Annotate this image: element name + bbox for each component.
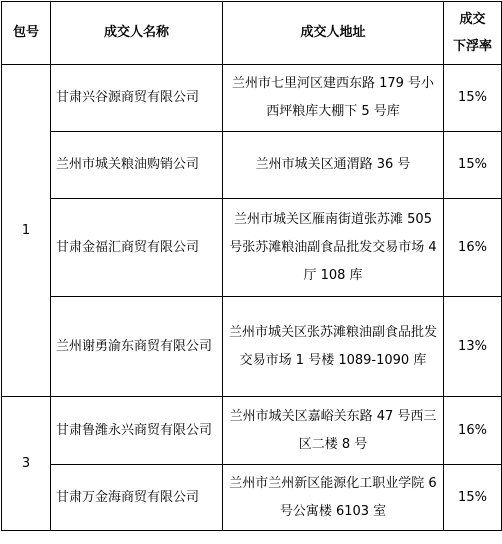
company-address: 兰州市城关区通渭路 36 号: [223, 132, 444, 199]
discount-rate: 16%: [444, 397, 502, 465]
table-row: [2, 297, 502, 397]
table-row: [2, 397, 502, 465]
header-rate: [444, 2, 502, 65]
discount-rate: 16%: [444, 199, 502, 297]
table-row: [2, 465, 502, 531]
company-name: 兰州谢勇渝东商贸有限公司: [51, 297, 223, 397]
company-address: 兰州市城关区雁南街道张苏滩 505 号张苏滩粮油副食品批发交易市场 4 厅 108 库: [223, 199, 444, 297]
discount-rate: 15%: [444, 132, 502, 199]
header-row: [2, 2, 502, 65]
header-address: 成交人地址: [223, 2, 444, 65]
header-package: 包号: [2, 2, 51, 65]
discount-rate: 15%: [444, 465, 502, 531]
company-name: 兰州市城关粮油购销公司: [51, 132, 223, 199]
header-rate-line1: 成交: [459, 12, 486, 27]
company-name: 甘肃金福汇商贸有限公司: [51, 199, 223, 297]
table-row: [2, 65, 502, 132]
company-address: 兰州市兰州新区能源化工职业学院 6 号公寓楼 6103 室: [223, 465, 444, 531]
company-address: 兰州市城关区张苏滩粮油副食品批发交易市场 1 号楼 1089-1090 库: [223, 297, 444, 397]
company-name: 甘肃鲁潍永兴商贸有限公司: [51, 397, 223, 465]
discount-rate: 15%: [444, 65, 502, 132]
header-rate-line2: 下浮率: [452, 39, 492, 54]
discount-rate: 13%: [444, 297, 502, 397]
table-row: [2, 132, 502, 199]
company-address: 兰州市七里河区建西东路 179 号小西坪粮库大棚下 5 号库: [223, 65, 444, 132]
header-name: 成交人名称: [51, 2, 223, 65]
company-name: 甘肃兴谷源商贸有限公司: [51, 65, 223, 132]
company-name: 甘肃万金海商贸有限公司: [51, 465, 223, 531]
package-number: 3: [2, 397, 51, 531]
transaction-table: [1, 1, 502, 531]
package-number: 1: [2, 65, 51, 397]
table-row: [2, 199, 502, 297]
company-address: 兰州市城关区嘉峪关东路 47 号西三区二楼 8 号: [223, 397, 444, 465]
